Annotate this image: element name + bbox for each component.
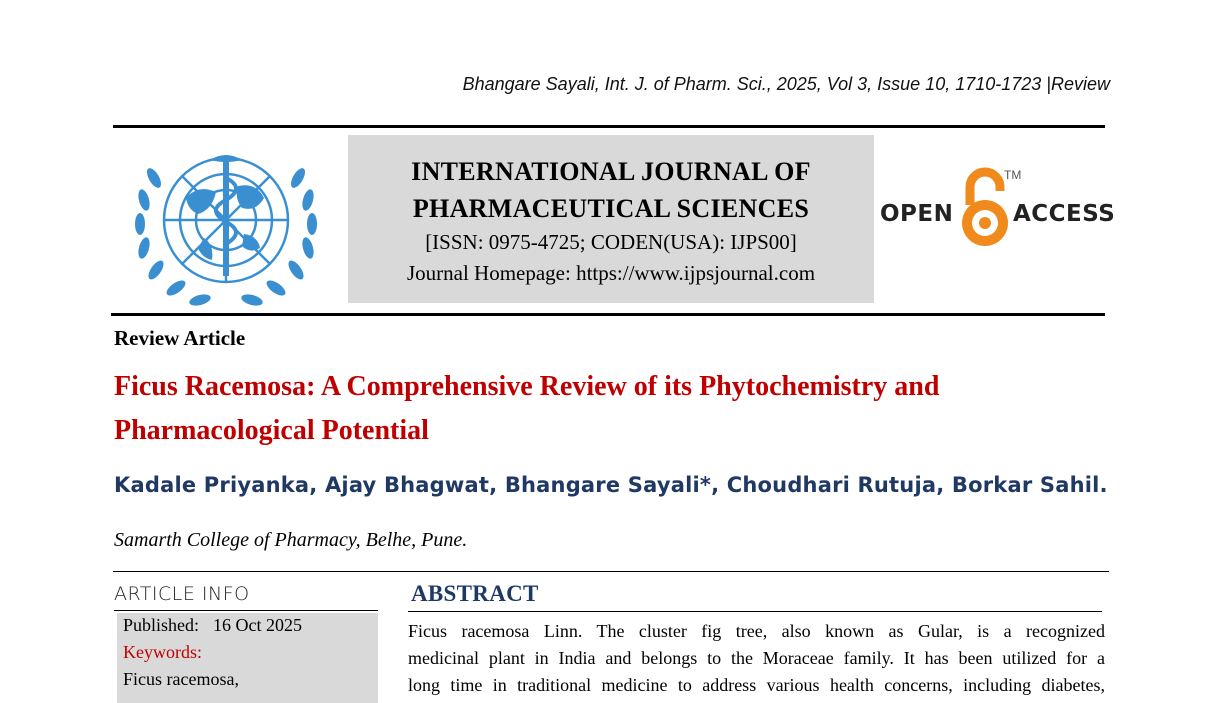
abstract-rule — [408, 611, 1102, 612]
journal-name-line2: PHARMACEUTICAL SCIENCES — [412, 194, 810, 223]
journal-name — [348, 153, 874, 227]
article-info-rule — [114, 610, 378, 611]
author-list: Kadale Priyanka, Ajay Bhagwat, Bhangare Sayali*, Choudhari Rutuja, Borkar Sahil. — [114, 473, 1108, 497]
article-info-box — [117, 613, 378, 703]
header-bottom-rule — [111, 313, 1105, 316]
keyword-item: Ficus racemosa, — [123, 669, 239, 689]
open-access-access-text: ACCESS — [1013, 201, 1116, 227]
abstract-line: long time in traditional medicine to address various health concerns, including diabetes, — [408, 675, 1105, 695]
citation-header: Bhangare Sayali, Int. J. of Pharm. Sci., 2025, Vol 3, Issue 10, 1710-1723 |Review — [462, 74, 1110, 94]
published-label: Published: — [123, 615, 200, 635]
open-access-logo — [880, 165, 1116, 255]
affiliation: Samarth College of Pharmacy, Belhe, Pune. — [114, 529, 468, 551]
journal-name-line1: INTERNATIONAL JOURNAL OF — [411, 157, 811, 186]
abstract-body — [408, 618, 1105, 699]
header-top-rule — [113, 125, 1105, 128]
published-row — [123, 615, 302, 636]
section-divider — [113, 571, 1109, 572]
published-date: 16 Oct 2025 — [213, 615, 303, 635]
article-info-heading: ARTICLE INFO — [114, 583, 250, 605]
article-title-line2: Pharmacological Potential — [114, 415, 429, 446]
journal-issn: [ISSN: 0975-4725; CODEN(USA): IJPS00] — [425, 230, 797, 254]
journal-homepage: Journal Homepage: https://www.ijpsjournal.com — [406, 261, 816, 285]
journal-info-box — [348, 135, 874, 303]
open-access-open-text: OPEN — [880, 201, 954, 227]
article-title — [114, 365, 1104, 453]
abstract-line: medicinal plant in India and belongs to the Moraceae family. It has been utilized for a — [408, 648, 1105, 668]
keywords-label: Keywords: — [123, 642, 202, 662]
journal-emblem-icon — [126, 138, 326, 308]
abstract-line: Ficus racemosa Linn. The cluster fig tree, also known as Gular, is a recognized — [408, 621, 1105, 641]
abstract-heading: ABSTRACT — [411, 581, 539, 606]
article-title-line1: Ficus Racemosa: A Comprehensive Review of its Phytochemistry and — [114, 371, 940, 402]
trademark-mark: TM — [1004, 168, 1022, 182]
article-type: Review Article — [114, 326, 246, 350]
